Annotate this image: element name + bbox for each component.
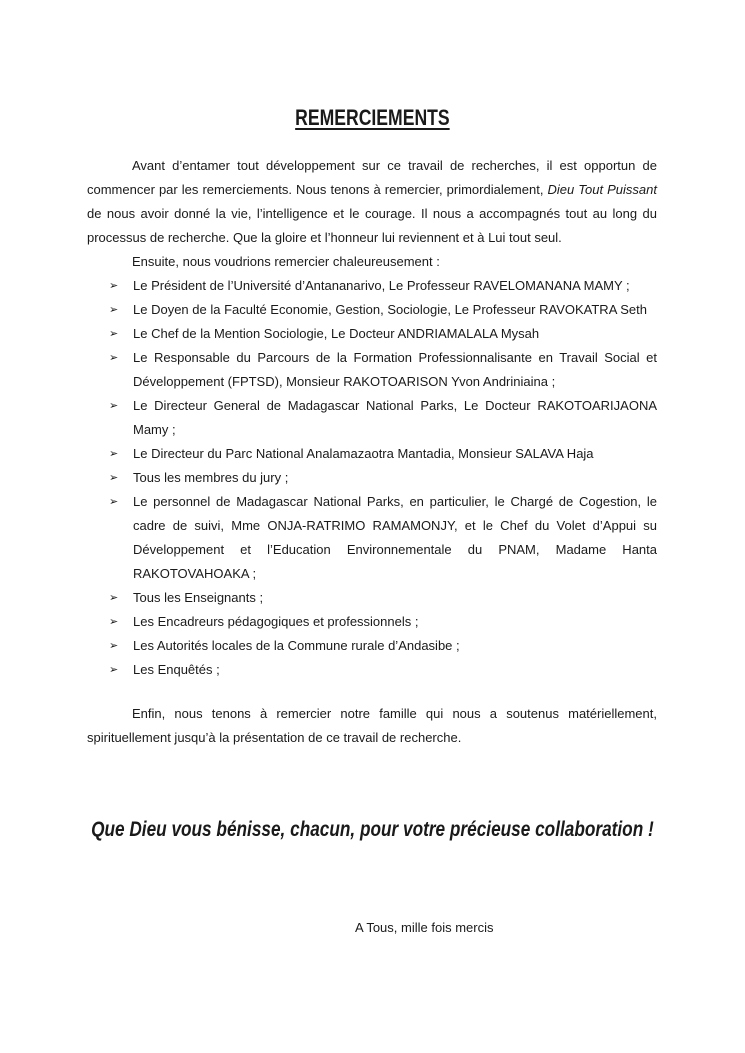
- list-item: [87, 274, 657, 298]
- arrowhead-bullet-icon: ➢: [109, 472, 119, 484]
- list-item-text: Les Encadreurs pédagogiques et professionnels ;: [133, 614, 419, 629]
- list-item-text: Tous les Enseignants ;: [133, 590, 264, 605]
- blessing-line: Que Dieu vous bénisse, chacun, pour votre précieuse collaboration !: [91, 818, 654, 841]
- list-item: [87, 394, 657, 442]
- list-item-text: Le Chef de la Mention Sociologie, Le Docteur ANDRIAMALALA Mysah: [133, 326, 540, 341]
- list-item-text: Le Président de l’Université d’Antananarivo, Le Professeur RAVELOMANANA MAMY ;: [133, 278, 630, 293]
- list-item: [87, 322, 657, 346]
- list-item: [87, 346, 657, 394]
- arrowhead-bullet-icon: ➢: [109, 400, 119, 412]
- list-item: [87, 658, 657, 682]
- list-item: [87, 610, 657, 634]
- list-item: [87, 298, 657, 322]
- arrowhead-bullet-icon: ➢: [109, 592, 119, 604]
- arrowhead-bullet-icon: ➢: [109, 664, 119, 676]
- list-item-text: Les Autorités locales de la Commune rurale d’Andasibe ;: [133, 638, 460, 653]
- arrowhead-bullet-icon: ➢: [109, 328, 119, 340]
- arrowhead-bullet-icon: ➢: [109, 304, 119, 316]
- arrowhead-bullet-icon: ➢: [109, 640, 119, 652]
- list-item-text: Tous les membres du jury ;: [133, 470, 289, 485]
- list-item-text: Le Directeur du Parc National Analamazaotra Mantadia, Monsieur SALAVA Haja: [133, 446, 594, 461]
- list-item-text: Le Doyen de la Faculté Economie, Gestion, Sociologie, Le Professeur RAVOKATRA Seth: [133, 302, 648, 317]
- opening-text-start: Avant d’entamer tout développement sur ce travail de recherches, il est opportun de commencer par les remerciements. Nous tenons à remercier, primordialement,: [87, 158, 657, 197]
- list-item-text: Le personnel de Madagascar National Parks, en particulier, le Chargé de Cogestion, le cadre de suivi, Mme ONJA-RATRIMO RAMAMONJY, et le Chef du Volet d’Appui su Développement et l’Education Environnementale du PNAM, Madame Hanta RAKOTOVAHOAKA ;: [133, 494, 657, 581]
- list-item: [87, 634, 657, 658]
- list-item: [87, 586, 657, 610]
- arrowhead-bullet-icon: ➢: [109, 280, 119, 292]
- list-item: [87, 466, 657, 490]
- arrowhead-bullet-icon: ➢: [109, 448, 119, 460]
- list-item: [87, 442, 657, 466]
- arrowhead-bullet-icon: ➢: [109, 352, 119, 364]
- list-item-text: Le Responsable du Parcours de la Formation Professionnalisante en Travail Social et Développement (FPTSD), Monsieur RAKOTOARISON Yvon Andriniaina ;: [133, 350, 657, 389]
- opening-emphasis: Dieu Tout Puissant: [547, 182, 658, 197]
- spacer: [87, 682, 657, 702]
- arrowhead-bullet-icon: ➢: [109, 616, 119, 628]
- list-item: [87, 490, 657, 586]
- list-item-text: Le Directeur General de Madagascar National Parks, Le Docteur RAKOTOARIJAONA Mamy ;: [133, 398, 657, 437]
- list-intro: Ensuite, nous voudrions remercier chaleureusement :: [132, 254, 440, 269]
- page-title: REMERCIEMENTS: [295, 105, 450, 130]
- acknowledgement-list: [87, 274, 657, 682]
- closing-paragraph: Enfin, nous tenons à remercier notre famille qui nous a soutenus matériellement, spirituellement jusqu’à la présentation de ce travail de recherche.: [87, 706, 657, 745]
- opening-text-end: de nous avoir donné la vie, l’intelligence et le courage. Il nous a accompagnés tout au long du processus de recherche. Que la gloire et l’honneur lui reviennent et à Lui tout seul.: [87, 206, 657, 245]
- arrowhead-bullet-icon: ➢: [109, 496, 119, 508]
- document-body: [87, 154, 657, 750]
- signoff-line: A Tous, mille fois mercis: [355, 920, 494, 935]
- opening-paragraph: [87, 154, 657, 250]
- list-item-text: Les Enquêtés ;: [133, 662, 220, 677]
